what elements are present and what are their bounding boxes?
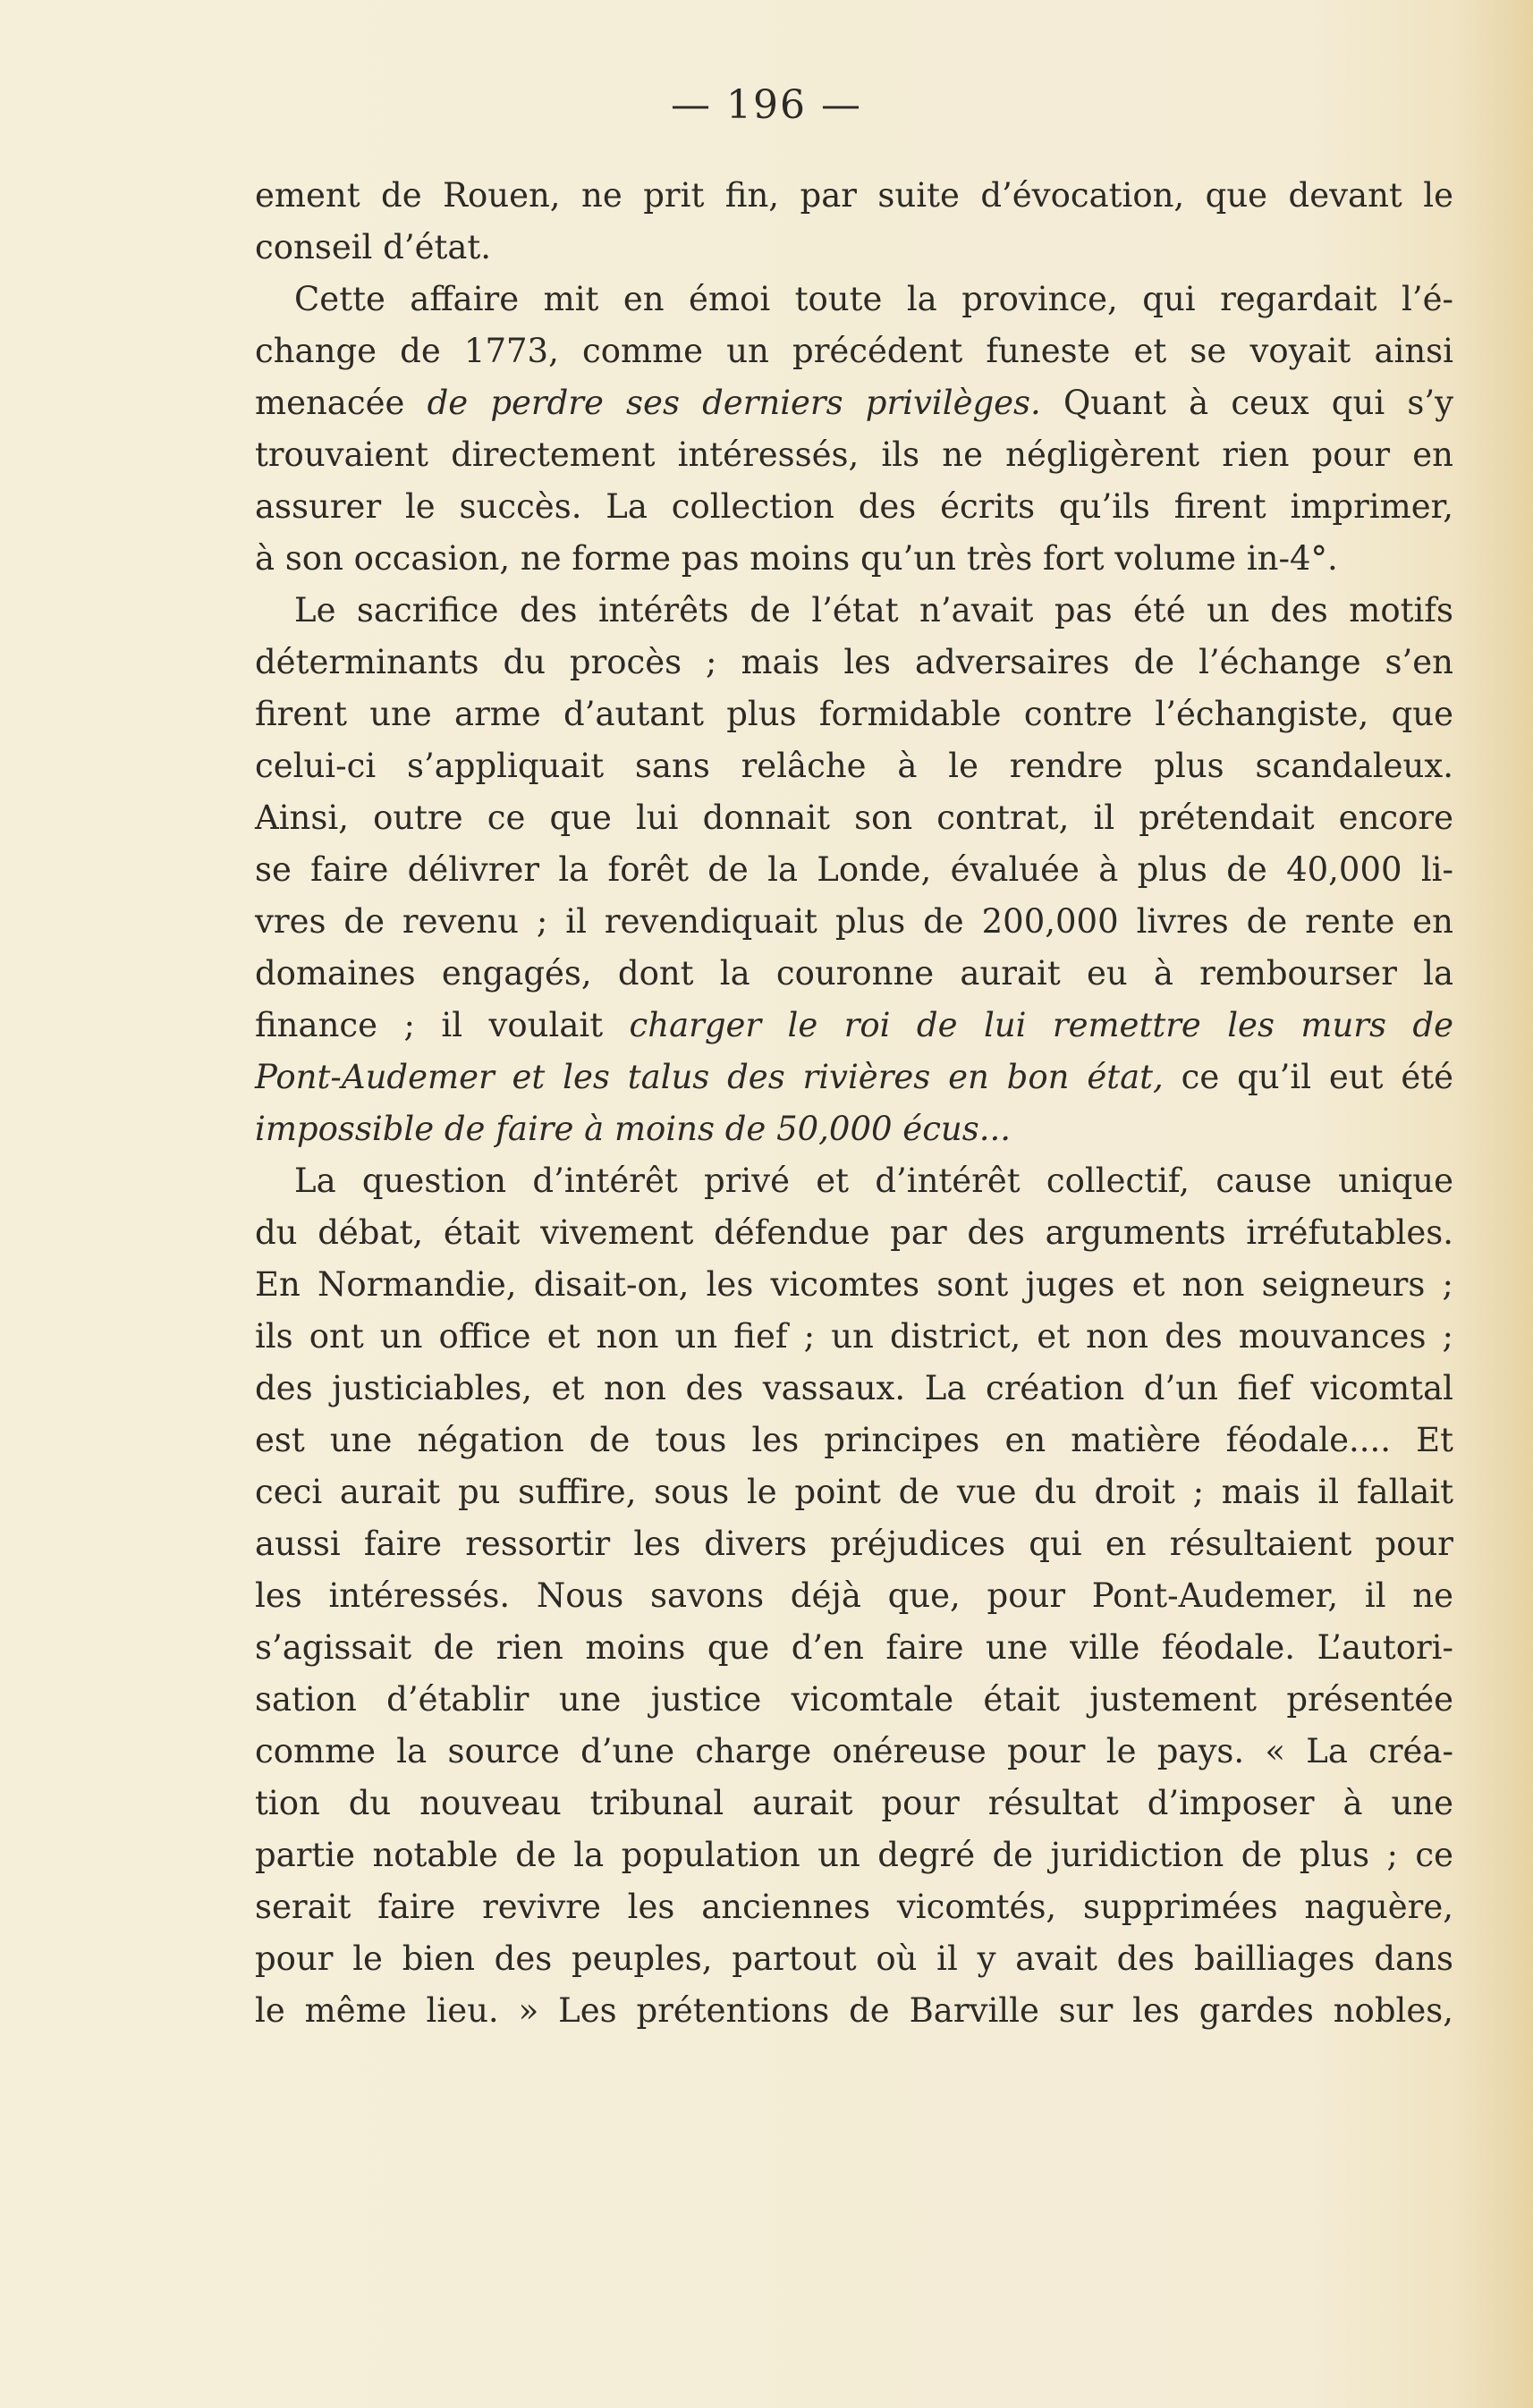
- text-run: aussi faire ressortir les divers préjudices qui en résultaient pour: [255, 1525, 1453, 1563]
- italic-run: impossible de faire à moins de 50,000 écus...: [255, 1110, 1012, 1148]
- text-run: sation d’établir une justice vicomtale était justement présentée: [255, 1680, 1453, 1719]
- text-line: [255, 1778, 1453, 1829]
- text-run: Le sacrifice des intérêts de l’état n’avait pas été un des motifs: [294, 591, 1453, 629]
- text-line: [255, 325, 1453, 377]
- text-run: conseil d’état.: [255, 228, 492, 266]
- text-run: vres de revenu ; il revendiquait plus de 200,000 livres de rente en: [255, 902, 1453, 941]
- text-run: Quant à ceux qui s’y: [1040, 384, 1453, 422]
- text-run: à son occasion, ne forme pas moins qu’un très fort volume in-4°.: [255, 539, 1338, 578]
- text-run: Ainsi, outre ce que lui donnait son contrat, il prétendait encore: [255, 798, 1453, 837]
- text-line: [255, 1052, 1453, 1103]
- text-line: [255, 170, 1453, 222]
- text-line: [255, 1829, 1453, 1881]
- text-run: Cette affaire mit en émoi toute la province, qui regardait l’é-: [294, 280, 1453, 318]
- text-line: [255, 274, 1453, 325]
- italic-run: charger le roi de lui remettre les murs de: [629, 1006, 1453, 1044]
- text-run: menacée: [255, 384, 428, 422]
- text-line: [255, 1207, 1453, 1259]
- text-line: [255, 1518, 1453, 1570]
- text-run: ce qu’il eut été: [1163, 1058, 1453, 1096]
- text-run: trouvaient directement intéressés, ils ne négligèrent rien pour en: [255, 435, 1453, 474]
- text-run: assurer le succès. La collection des écrits qu’ils firent imprimer,: [255, 487, 1453, 526]
- text-run: pour le bien des peuples, partout où il y avait des bailliages dans: [255, 1939, 1453, 1978]
- text-run: serait faire revivre les anciennes vicomtés, supprimées naguère,: [255, 1888, 1453, 1926]
- text-line: [255, 585, 1453, 637]
- text-line: [255, 1259, 1453, 1311]
- text-run: des justiciables, et non des vassaux. La création d’un fief vicomtal: [255, 1369, 1453, 1407]
- text-line: [255, 792, 1453, 844]
- page-number: — 196 —: [671, 82, 862, 128]
- text-line: [255, 740, 1453, 792]
- text-line: [255, 1570, 1453, 1622]
- text-run: déterminants du procès ; mais les adversaires de l’échange s’en: [255, 643, 1453, 681]
- text-line: [255, 1674, 1453, 1726]
- text-run: tion du nouveau tribunal aurait pour résultat d’imposer à une: [255, 1784, 1453, 1822]
- text-line: [255, 844, 1453, 896]
- text-run: firent une arme d’autant plus formidable contre l’échangiste, que: [255, 695, 1453, 733]
- text-line: [255, 1363, 1453, 1415]
- text-line: [255, 222, 1453, 274]
- text-run: celui-ci s’appliquait sans relâche à le rendre plus scandaleux.: [255, 747, 1453, 785]
- text-run: ils ont un office et non un fief ; un district, et non des mouvances ;: [255, 1317, 1453, 1356]
- text-line: [255, 896, 1453, 948]
- text-run: comme la source d’une charge onéreuse pour le pays. « La créa-: [255, 1732, 1453, 1770]
- text-line: [255, 689, 1453, 740]
- text-line: [255, 948, 1453, 1000]
- text-run: se faire délivrer la forêt de la Londe, évaluée à plus de 40,000 li-: [255, 850, 1453, 889]
- text-line: [255, 1000, 1453, 1052]
- text-line: [255, 1103, 1453, 1155]
- text-run: En Normandie, disait-on, les vicomtes sont juges et non seigneurs ;: [255, 1265, 1453, 1304]
- body-text: [255, 170, 1453, 2037]
- text-line: [255, 1622, 1453, 1674]
- text-run: partie notable de la population un degré de juridiction de plus ; ce: [255, 1836, 1453, 1874]
- text-run: est une négation de tous les principes en matière féodale.... Et: [255, 1421, 1453, 1459]
- text-line: [255, 1985, 1453, 2037]
- text-run: ement de Rouen, ne prit fin, par suite d’évocation, que devant le: [255, 176, 1453, 215]
- text-run: ceci aurait pu suffire, sous le point de vue du droit ; mais il fallait: [255, 1473, 1453, 1511]
- italic-run: de perdre ses derniers privilèges.: [427, 384, 1041, 422]
- italic-run: Pont-Audemer et les talus des rivières en bon état,: [255, 1058, 1164, 1096]
- text-line: [255, 429, 1453, 481]
- text-run: s’agissait de rien moins que d’en faire une ville féodale. L’autori-: [255, 1628, 1453, 1667]
- text-run: le même lieu. » Les prétentions de Barville sur les gardes nobles,: [255, 1991, 1453, 2030]
- text-line: [255, 1155, 1453, 1207]
- text-run: change de 1773, comme un précédent funeste et se voyait ainsi: [255, 332, 1453, 370]
- text-run: La question d’intérêt privé et d’intérêt collectif, cause unique: [294, 1162, 1453, 1200]
- text-line: [255, 1415, 1453, 1466]
- text-line: [255, 1881, 1453, 1933]
- text-line: [255, 533, 1453, 585]
- text-line: [255, 637, 1453, 689]
- text-line: [255, 1466, 1453, 1518]
- text-run: domaines engagés, dont la couronne aurait eu à rembourser la: [255, 954, 1453, 993]
- text-line: [255, 1726, 1453, 1778]
- text-line: [255, 1933, 1453, 1985]
- text-line: [255, 377, 1453, 429]
- text-line: [255, 1311, 1453, 1363]
- text-run: du débat, était vivement défendue par des arguments irréfutables.: [255, 1213, 1453, 1252]
- text-run: finance ; il voulait: [255, 1006, 630, 1044]
- text-line: [255, 481, 1453, 533]
- text-run: les intéressés. Nous savons déjà que, pour Pont-Audemer, il ne: [255, 1576, 1453, 1615]
